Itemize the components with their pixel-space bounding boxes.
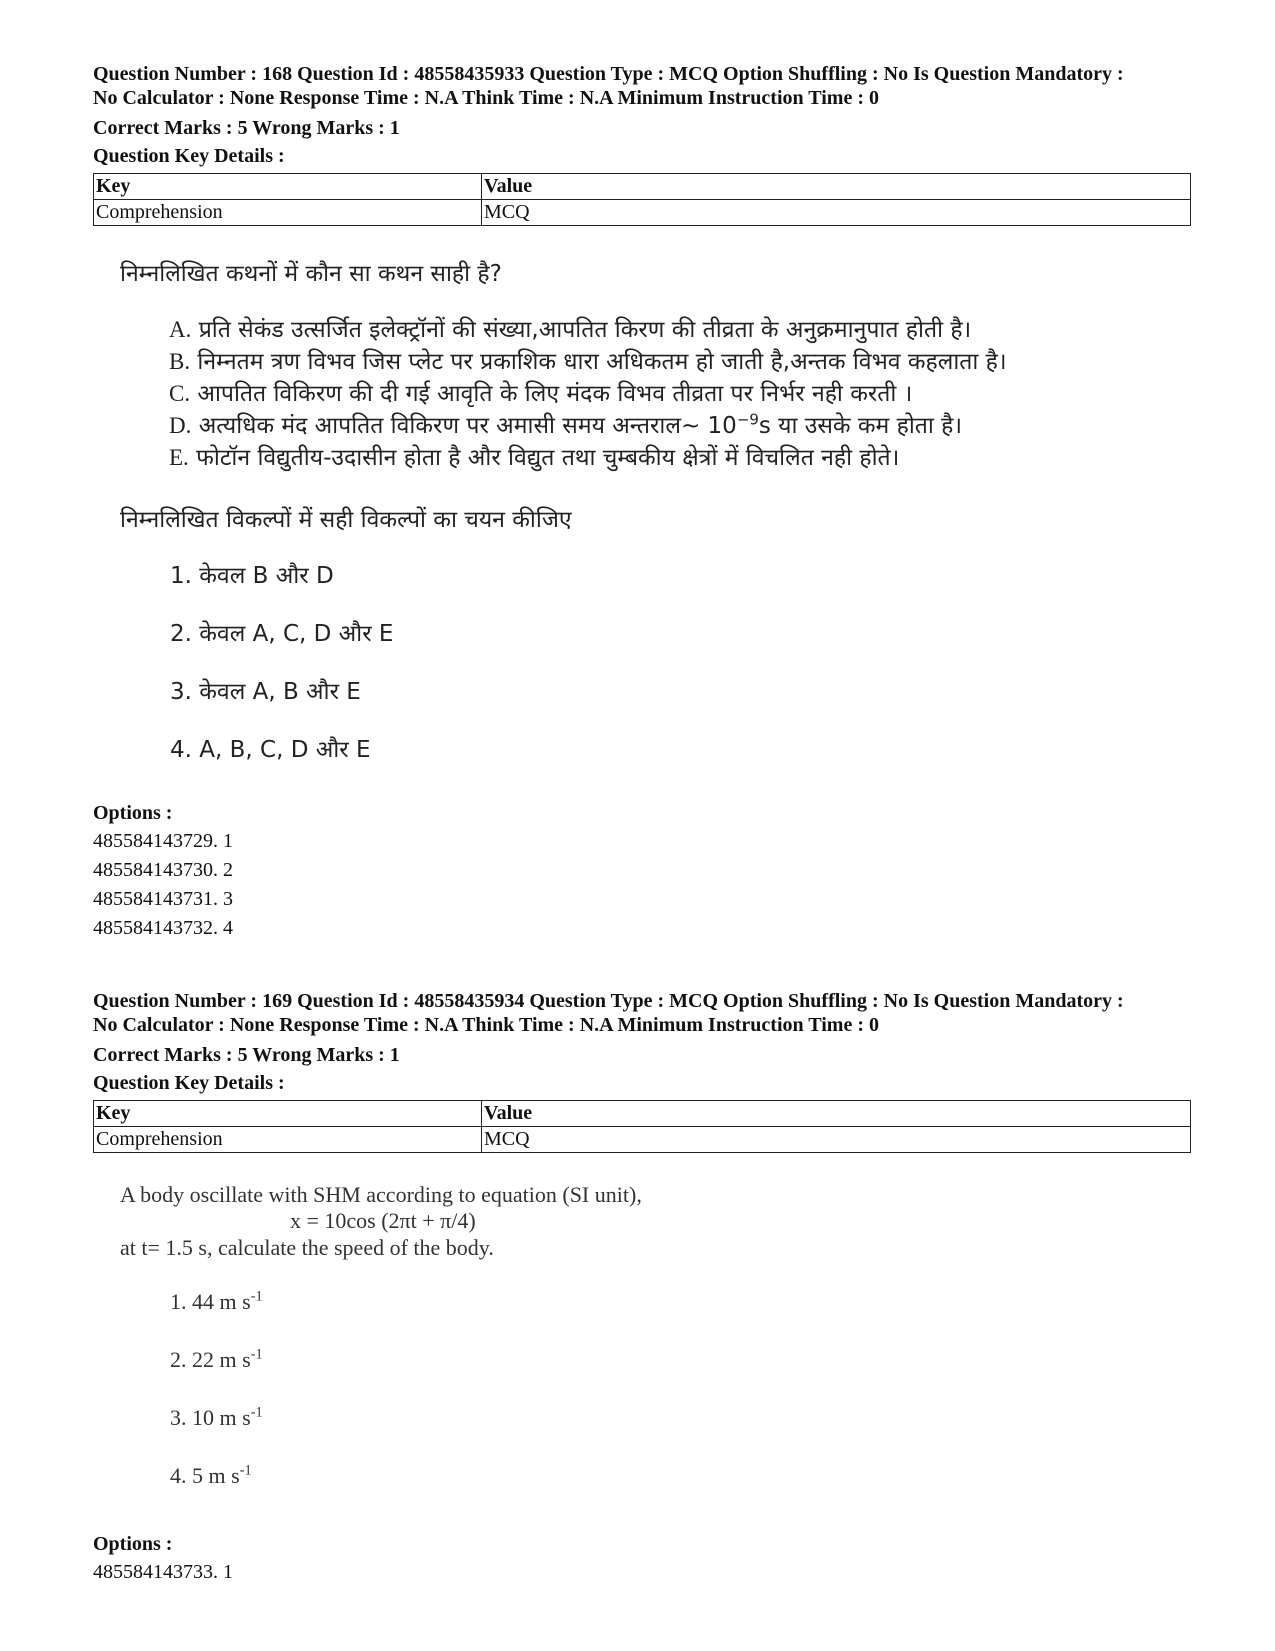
document-page <box>93 62 1191 1587</box>
option-id: 485584143732. 4 <box>93 917 233 939</box>
statement-c <box>169 378 1191 410</box>
choice-text: 2. 22 m s <box>170 1347 251 1372</box>
option-id: 485584143733. 1 <box>93 1561 233 1583</box>
question-block-169 <box>93 989 1191 1587</box>
question-text: A body oscillate with SHM according to equation (SI unit), <box>120 1182 642 1207</box>
statement-label: A. <box>169 317 192 342</box>
table-row <box>94 200 1191 226</box>
statement-text: निम्नतम त्रण विभव जिस प्लेट पर प्रकाशिक धारा अधिकतम हो जाती है,अन्तक विभव कहलाता है। <box>197 349 1007 375</box>
choice-3 <box>170 1403 1191 1461</box>
marks-line: Correct Marks : 5 Wrong Marks : 1 <box>93 1044 400 1066</box>
question-meta <box>93 62 1191 110</box>
choice-2 <box>170 1345 1191 1403</box>
table-cell-key: Comprehension <box>94 1127 482 1153</box>
option-id-list <box>93 1558 1191 1587</box>
table-header-value: Value <box>482 174 1191 200</box>
equation: x = 10cos (2πt + π/4) <box>290 1208 476 1233</box>
exponent: -1 <box>250 1404 263 1421</box>
choice-3: 3. केवल A, B और E <box>170 679 361 705</box>
key-details-label: Question Key Details : <box>93 1072 285 1094</box>
table-cell-key: Comprehension <box>94 200 482 226</box>
statement-e <box>169 442 1191 474</box>
table-header-row <box>94 1101 1191 1127</box>
statement-b <box>169 346 1191 378</box>
choice-list <box>170 1287 1191 1519</box>
statement-text: प्रति सेकंड उत्सर्जित इलेक्ट्रॉनों की संख्या,आपतित किरण की तीव्रता के अनुक्रमानुपात होती है। <box>198 317 972 343</box>
table-cell-value: MCQ <box>482 1127 1191 1153</box>
options-label: Options : <box>93 802 173 824</box>
question-body <box>120 1181 1191 1519</box>
instruction-text: निम्नलिखित विकल्पों में सही विकल्पों का चयन कीजिए <box>120 507 572 533</box>
question-meta <box>93 989 1191 1037</box>
option-id-list <box>93 827 1191 943</box>
statement-text-end: s या उसके कम होता है। <box>758 413 963 439</box>
question-text-2: at t= 1.5 s, calculate the speed of the body. <box>120 1235 494 1260</box>
meta-line-2: No Calculator : None Response Time : N.A Think Time : N.A Minimum Instruction Time : 0 <box>93 1014 879 1036</box>
question-block-168 <box>93 62 1191 943</box>
meta-line-2: No Calculator : None Response Time : N.A Think Time : N.A Minimum Instruction Time : 0 <box>93 87 879 109</box>
exponent: -1 <box>250 1346 263 1363</box>
table-header-row <box>94 174 1191 200</box>
table-header-key: Key <box>94 1101 482 1127</box>
exponent: -1 <box>239 1462 252 1479</box>
option-id: 485584143729. 1 <box>93 830 233 852</box>
table-cell-value: MCQ <box>482 200 1191 226</box>
choice-text: 4. 5 m s <box>170 1463 240 1488</box>
statement-text: अत्यधिक मंद आपतित विकिरण पर अमासी समय अन्तराल~ 10 <box>198 413 737 439</box>
statement-label: B. <box>169 349 191 374</box>
meta-line-1: Question Number : 168 Question Id : 48558435933 Question Type : MCQ Option Shuffling : No Is Question Mandatory : <box>93 63 1124 85</box>
question-text: निम्नलिखित कथनों में कौन सा कथन साही है? <box>120 261 502 287</box>
choice-text: 1. 44 m s <box>170 1289 251 1314</box>
key-details-table <box>93 173 1191 226</box>
statement-label: C. <box>169 381 191 406</box>
choice-2: 2. केवल A, C, D और E <box>170 621 394 647</box>
choice-text: 3. 10 m s <box>170 1405 251 1430</box>
exponent: −9 <box>736 410 759 429</box>
choice-1 <box>170 1287 1191 1345</box>
choice-4 <box>170 1461 1191 1519</box>
statement-text: फोटॉन विद्युतीय-उदासीन होता है और विद्युत तथा चुम्बकीय क्षेत्रों में विचलित नही होते। <box>196 445 900 471</box>
choice-1: 1. केवल B और D <box>170 563 334 589</box>
choice-list <box>170 556 1191 788</box>
statement-list <box>169 314 1191 474</box>
statement-text: आपतित विकिरण की दी गई आवृति के लिए मंदक विभव तीव्रता पर निर्भर नही करती । <box>197 381 913 407</box>
table-row <box>94 1127 1191 1153</box>
statement-d <box>169 410 1191 442</box>
choice-4: 4. A, B, C, D और E <box>170 737 371 763</box>
key-details-table <box>93 1100 1191 1153</box>
statement-label: E. <box>169 445 189 470</box>
option-id: 485584143731. 3 <box>93 888 233 910</box>
marks-line: Correct Marks : 5 Wrong Marks : 1 <box>93 117 400 139</box>
key-details-label: Question Key Details : <box>93 145 285 167</box>
exponent: -1 <box>250 1288 263 1305</box>
option-id: 485584143730. 2 <box>93 859 233 881</box>
table-header-value: Value <box>482 1101 1191 1127</box>
question-body <box>120 256 1191 788</box>
statement-label: D. <box>169 413 192 438</box>
statement-a <box>169 314 1191 346</box>
options-label: Options : <box>93 1533 173 1555</box>
meta-line-1: Question Number : 169 Question Id : 48558435934 Question Type : MCQ Option Shuffling : No Is Question Mandatory : <box>93 990 1124 1012</box>
table-header-key: Key <box>94 174 482 200</box>
